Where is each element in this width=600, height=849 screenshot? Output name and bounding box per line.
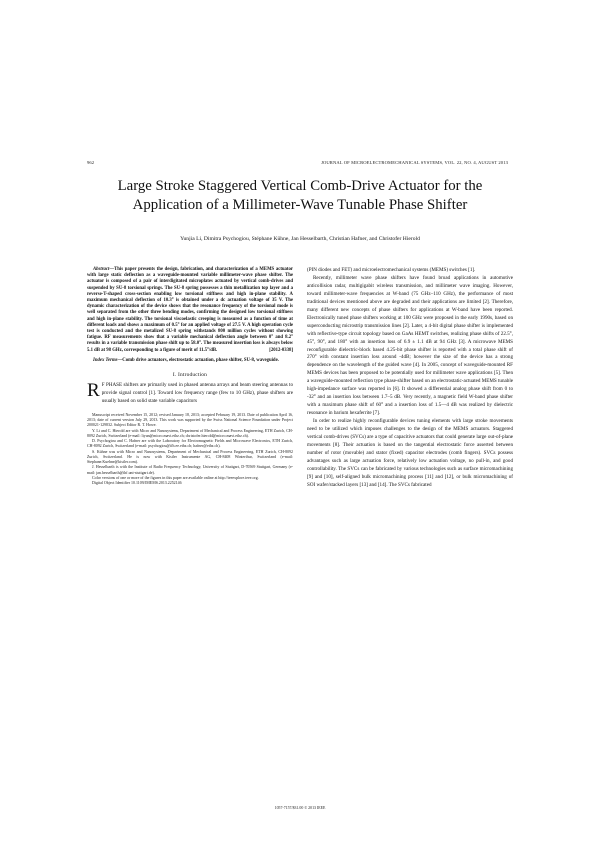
body-paragraph: Recently, millimeter wave phase shifters have found broad applications in automotive anticollision radar, multigigabit wireless transmission, and millimeter wave imaging. However, toward millimeter-wave frequencies at W-band (75 GHz–110 GHz), the performance of most traditional devices mentioned above are degraded and their applications are limited [2]. Therefore, many different new concepts of phase shifters for applications at W-band have been reported. Electronically tuned phase shifters working at 100 GHz were proposed in the early 1990s, based on superconducting microstrip transmission lines [2]. Later, a 4-bit digital phase shifter is implemented with reflective-type circuit topology based on GaAs HEMT switches, realizing phase shifts of 22.5°, 45°, 90°, and 180° with an insertion loss of 6.9 ± 1.1 dB at 94 GHz [3]. A microwave MEMS reconfigurable dielectric-block based 4.25-bit phase shifter is reported with a total phase shift of 270° with constant insertion loss around -4dB; however the size of the device has a strong dependence on the wavelength of the guided wave [4]. In 2005, concept of waveguide-mounted RF MEMS devices has been proposed to be potentially used for millimeter wave applications [5]. Then a waveguide-mounted reflection type phase-shifter based on an electrostatic-actuated MEMS tunable high-impedance surface was reported in [6]. It showed a differential analog phase shift from 0 to -32° and an insertion loss between 1.7–5 dB. Very recently, a magnetic field W-band phase shifter with a maximum phase shift of 60° and a insertion loss of 1.5—4 dB was realized by dielectric resonance in barium hexaferrite [7]. (307, 274, 513, 417)
footnote: Y. Li and C. Hierold are with Micro and Nanosystems, Department of Mechanical and Process Engineering, ETH Zurich, CH-8092 Zurich, Switzerland (e-mail: liyun@micro.mavt.ethz.ch; christofer.hierold@micro.mavt.ethz.ch). (87, 427, 293, 438)
running-header: JOURNAL OF MICROELECTROMECHANICAL SYSTEMS, VOL. 22, NO. 4, AUGUST 2013 (321, 160, 508, 165)
index-terms-label: Index Terms (93, 357, 118, 363)
footnote: Manuscript received November 15, 2012; revised January 18, 2013; accepted February 19, 2013. Date of publication April 16, 2013; date of current version July 29, 2013. This work was supported by the Swiss National Science Foundation under Project 200021-129832. Subject Editor R. T. Howe. (87, 411, 293, 428)
abstract-text: —This paper presents the design, fabrication, and characterization of a MEMS actuator with large static deflection as a waveguide-mounted variable millimeter-wave phase shifter. The actuator is composed of a pair of interdigitated microplates actuated by vertical comb-drives and suspended by SU-8 torsional springs. The SU-8 spring possesses a thin metallization top layer and a reverse-T-shaped cross-section enabling low torsional stiffness and high in-plane stability. A maximum mechanical deflection of 10.3° is obtained under a dc actuation voltage of 35 V. The dynamic characterization of the device shows that the resonance frequency of the torsional mode is well separated from the other three bending modes, confirming the designed low torsional stiffness and high in-plane stability. The torsional viscoelastic creeping is measured as a function of time at different loads and shows a maximum of 0.5° for an applied voltage of 27.5 V. A high operation cycle test is conducted and the metalized SU-8 spring withstands 800 million cycles without showing fatigue. RF measurements show that a variable mechanical deflection angle between 0° and 8.2° results in a variable transmission phase shift up to 58.0°. The measured insertion loss is always below 5.1 dB at 98 GHz, corresponding to a figure of merit of 11.5°/dB. (87, 267, 293, 353)
index-terms-text: —Comb drive actuators, electrostatic actuation, phase shifter, SU-8, waveguide. (117, 357, 279, 363)
drop-cap: R (87, 380, 100, 401)
body-paragraph: (PIN diodes and FET) and microelectromechanical systems (MEMS) switches [1]. (307, 267, 476, 273)
footnote: D. Psychogiou and C. Hafner are with the Laboratory for Electromagnetic Fields and Microwave Electronics, ETH Zurich, CH-8092 Zurich, Switzerland (e-mail: psychogiou@ifh.ee.ethz.ch; hafner@ethz.ch). (87, 438, 293, 449)
right-column (307, 267, 513, 490)
paper-title: Large Stroke Staggered Vertical Comb-Drive Actuator for the Application of a Millimeter-Wave Tunable Phase Shifter (117, 178, 483, 213)
abstract (87, 267, 293, 354)
footnote: S. Kühne was with Micro and Nanosystems, Department of Mechanical and Process Engineering, ETH Zurich, CH-8092 Zurich, Switzerland. He is now with Kistler Instrumente AG, CH-8408 Winterthur, Switzerland (e-mail: Stephane.Kuehne@kistler.com). (87, 448, 293, 465)
footnote-doi: Digital Object Identifier 10.1109/JMEMS.2013.2252146 (92, 480, 182, 486)
author-list: Yunjia Li, Dimitra Psychogiou, Stéphane Kühne, Jan Hesselbarth, Christian Hafner, and Christofer Hierold (180, 236, 420, 242)
section-heading: I. Introduction (172, 372, 208, 379)
intro-paragraph (87, 382, 293, 406)
footnote: Color versions of one or more of the figures in this paper are available online at http://ieeexplore.ieee.org. (92, 474, 259, 480)
abstract-code: [2012-0338] (269, 347, 293, 353)
footnote: J. Hesselbarth is with the Institute of Radio Frequency Technology, University of Stuttgart, D-70569 Stuttgart, Germany (e-mail: jan.hesselbarth@ihf.uni-stuttgart.de). (87, 464, 293, 475)
page-number: 962 (87, 160, 95, 165)
abstract-label: Abstract (93, 267, 110, 272)
left-column (87, 267, 293, 485)
copyright-line: 1057-7157/$31.00 © 2013 IEEE (274, 806, 326, 810)
index-terms (87, 358, 293, 364)
body-paragraph: In order to realize highly reconfigurable devices tuning elements with large stroke movements need to be utilized which imposes challenges to the design of the MEMS actuators. Staggered vertical comb-drives (SVCs) are a type of capacitive actuators that could generate large out-of-plane movements [8]. Their actuation is based on the tangential electrostatic force asserted between number of rotor (movable) and stator (fixed) capacitor electrodes (comb fingers). SVCs possess advantages such as large actuation force, relatively low actuation voltage, no pull-in, and good controllability. The SVCs can be fabricated by various technologies such as surface micromachining [9] and [10], self-aligned bulk micromachining process [11] and [12], or bulk micromachining of SOI wafer/stacked layers [13] and [14]. The SVCs fabricated (307, 418, 513, 488)
intro-text: F PHASE shifters are primarily used in phased antenna arrays and beam steering antennas to provide signal control [1]. Toward low frequency range (few to 10 GHz), phase shifters are usually based on solid state variable capacitors (101, 382, 293, 404)
footnotes (87, 412, 293, 486)
